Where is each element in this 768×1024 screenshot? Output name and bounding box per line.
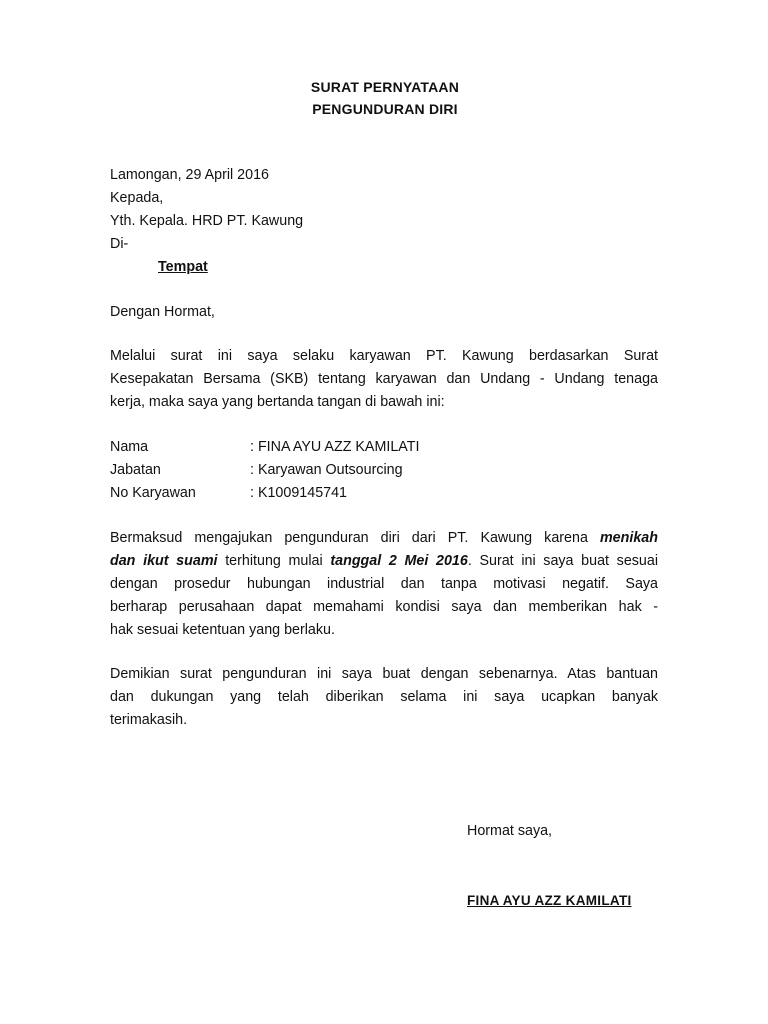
field-row-jabatan bbox=[110, 459, 419, 482]
purpose-line-2 bbox=[110, 550, 658, 573]
purpose-text: terhitung mulai bbox=[225, 553, 323, 569]
tempat-label: Tempat bbox=[158, 259, 208, 275]
tempat-line bbox=[110, 256, 303, 279]
recipient: Yth. Kepala. HRD PT. Kawung bbox=[110, 213, 304, 229]
field-value: : K1009145741 bbox=[250, 485, 347, 501]
field-row-no-karyawan bbox=[110, 482, 419, 505]
title-line-1: SURAT PERNYATAAN bbox=[310, 79, 460, 95]
regards bbox=[467, 820, 552, 843]
field-label: Jabatan bbox=[110, 462, 161, 478]
purpose-text: . Surat ini saya buat sesuai bbox=[467, 553, 658, 569]
field-value: : Karyawan Outsourcing bbox=[250, 462, 403, 478]
purpose-line-4: berharap perusahaan dapat memahami kondisi saya dan memberikan hak - bbox=[110, 599, 658, 615]
closing-line: dan dukungan yang telah diberikan selama ini saya ucapkan banyak bbox=[110, 689, 658, 705]
address-block bbox=[110, 164, 303, 279]
closing-line: Demikian surat pengunduran ini saya buat dengan sebenarnya. Atas bantuan bbox=[110, 666, 658, 682]
intro-line: Kesepakatan Bersama (SKB) tentang karyawan dan Undang - Undang tenaga bbox=[110, 371, 658, 387]
field-label: No Karyawan bbox=[110, 485, 196, 501]
letter-title bbox=[0, 76, 768, 120]
intro-paragraph bbox=[110, 345, 658, 414]
purpose-line-1 bbox=[110, 527, 658, 550]
purpose-emphasis: menikah bbox=[599, 530, 658, 546]
purpose-line-5: hak sesuai ketentuan yang berlaku. bbox=[110, 622, 335, 638]
purpose-paragraph bbox=[110, 527, 658, 642]
to-label: Kepada, bbox=[110, 190, 164, 206]
place-date: Lamongan, 29 April 2016 bbox=[110, 167, 269, 183]
field-label: Nama bbox=[110, 439, 149, 455]
salutation bbox=[110, 301, 215, 324]
field-value: : FINA AYU AZZ KAMILATI bbox=[250, 439, 420, 455]
purpose-line-3: dengan prosedur hubungan industrial dan tanpa motivasi negatif. Saya bbox=[110, 576, 658, 592]
signer-name: FINA AYU AZZ KAMILATI bbox=[467, 893, 632, 908]
effective-date: tanggal 2 Mei 2016 bbox=[330, 553, 468, 569]
salutation-text: Dengan Hormat, bbox=[110, 304, 215, 320]
purpose-emphasis: dan ikut suami bbox=[110, 553, 218, 569]
closing-paragraph bbox=[110, 663, 658, 732]
title-line-2: PENGUNDURAN DIRI bbox=[312, 101, 458, 117]
regards-text: Hormat saya, bbox=[467, 823, 553, 839]
intro-line: Melalui surat ini saya selaku karyawan PT. Kawung berdasarkan Surat bbox=[110, 348, 658, 364]
identity-fields bbox=[110, 436, 419, 505]
closing-line: terimakasih. bbox=[110, 712, 188, 728]
purpose-text: Bermaksud mengajukan pengunduran diri dari PT. Kawung karena bbox=[110, 530, 588, 546]
di-label: Di- bbox=[110, 236, 129, 252]
intro-line: kerja, maka saya yang bertanda tangan di bawah ini: bbox=[110, 394, 445, 410]
field-row-nama bbox=[110, 436, 419, 459]
